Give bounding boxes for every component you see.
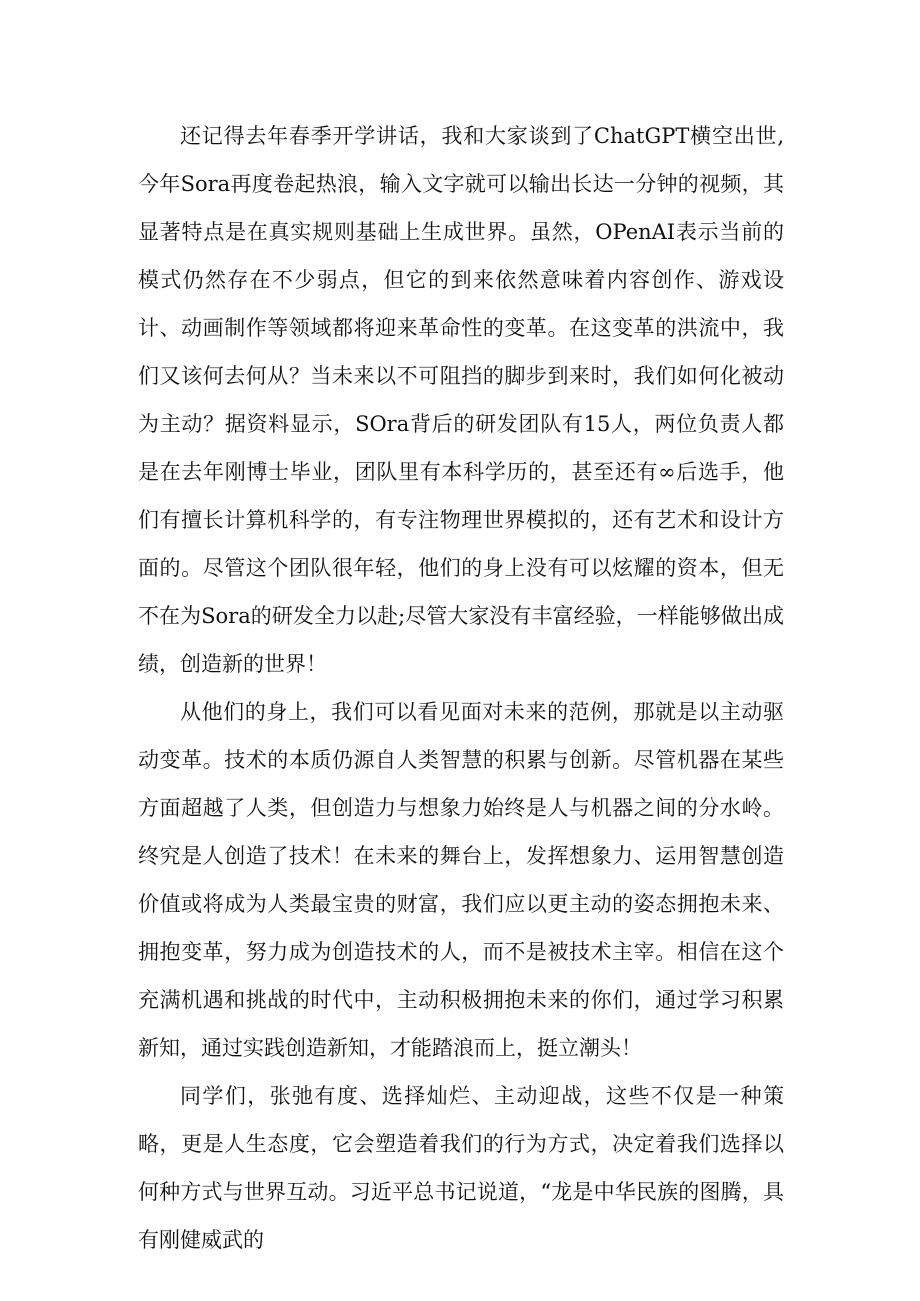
paragraph-2: 从他们的身上，我们可以看见面对未来的范例，那就是以主动驱动变革。技术的本质仍源自人类智慧的积累与创新。尽管机器在某些方面超越了人类，但创造力与想象力始终是人与机器之间的分水岭。终究是人创造了技术！在未来的舞台上，发挥想象力、运用智慧创造价值或将成为人类最宝贵的财富，我们应以更主动的姿态拥抱未来、拥抱变革，努力成为创造技术的人，而不是被技术主宰。相信在这个充满机遇和挑战的时代中，主动积极拥抱未来的你们，通过学习积累新知，通过实践创造新知，才能踏浪而上，挺立潮头！ xyxy=(138,700,784,1060)
paragraph-1: 还记得去年春季开学讲话，我和大家谈到了ChatGPT横空出世,今年Sora再度卷起热浪，输入文字就可以输出长达一分钟的视频，其显著特点是在真实规则基础上生成世界。虽然，OPenAI表示当前的模式仍然存在不少弱点，但它的到来依然意味着内容创作、游戏设计、动画制作等领域都将迎来革命性的变革。在这变革的洪流中，我们又该何去何从？当未来以不可阻挡的脚步到来时，我们如何化被动为主动？据资料显示，SOra背后的研发团队有15人，两位负责人都是在去年刚博士毕业，团队里有本科学历的，甚至还有∞后选手，他们有擅长计算机科学的，有专注物理世界模拟的，还有艺术和设计方面的。尽管这个团队很年轻，他们的身上没有可以炫耀的资本，但无不在为Sora的研发全力以赴;尽管大家没有丰富经验，一样能够做出成绩，创造新的世界！ xyxy=(138,124,784,676)
document-body xyxy=(138,112,784,1264)
paragraph-3: 同学们，张弛有度、选择灿烂、主动迎战，这些不仅是一种策略，更是人生态度，它会塑造着我们的行为方式，决定着我们选择以何种方式与世界互动。习近平总书记说道，“龙是中华民族的图腾，具有刚健威武的 xyxy=(138,1084,784,1252)
